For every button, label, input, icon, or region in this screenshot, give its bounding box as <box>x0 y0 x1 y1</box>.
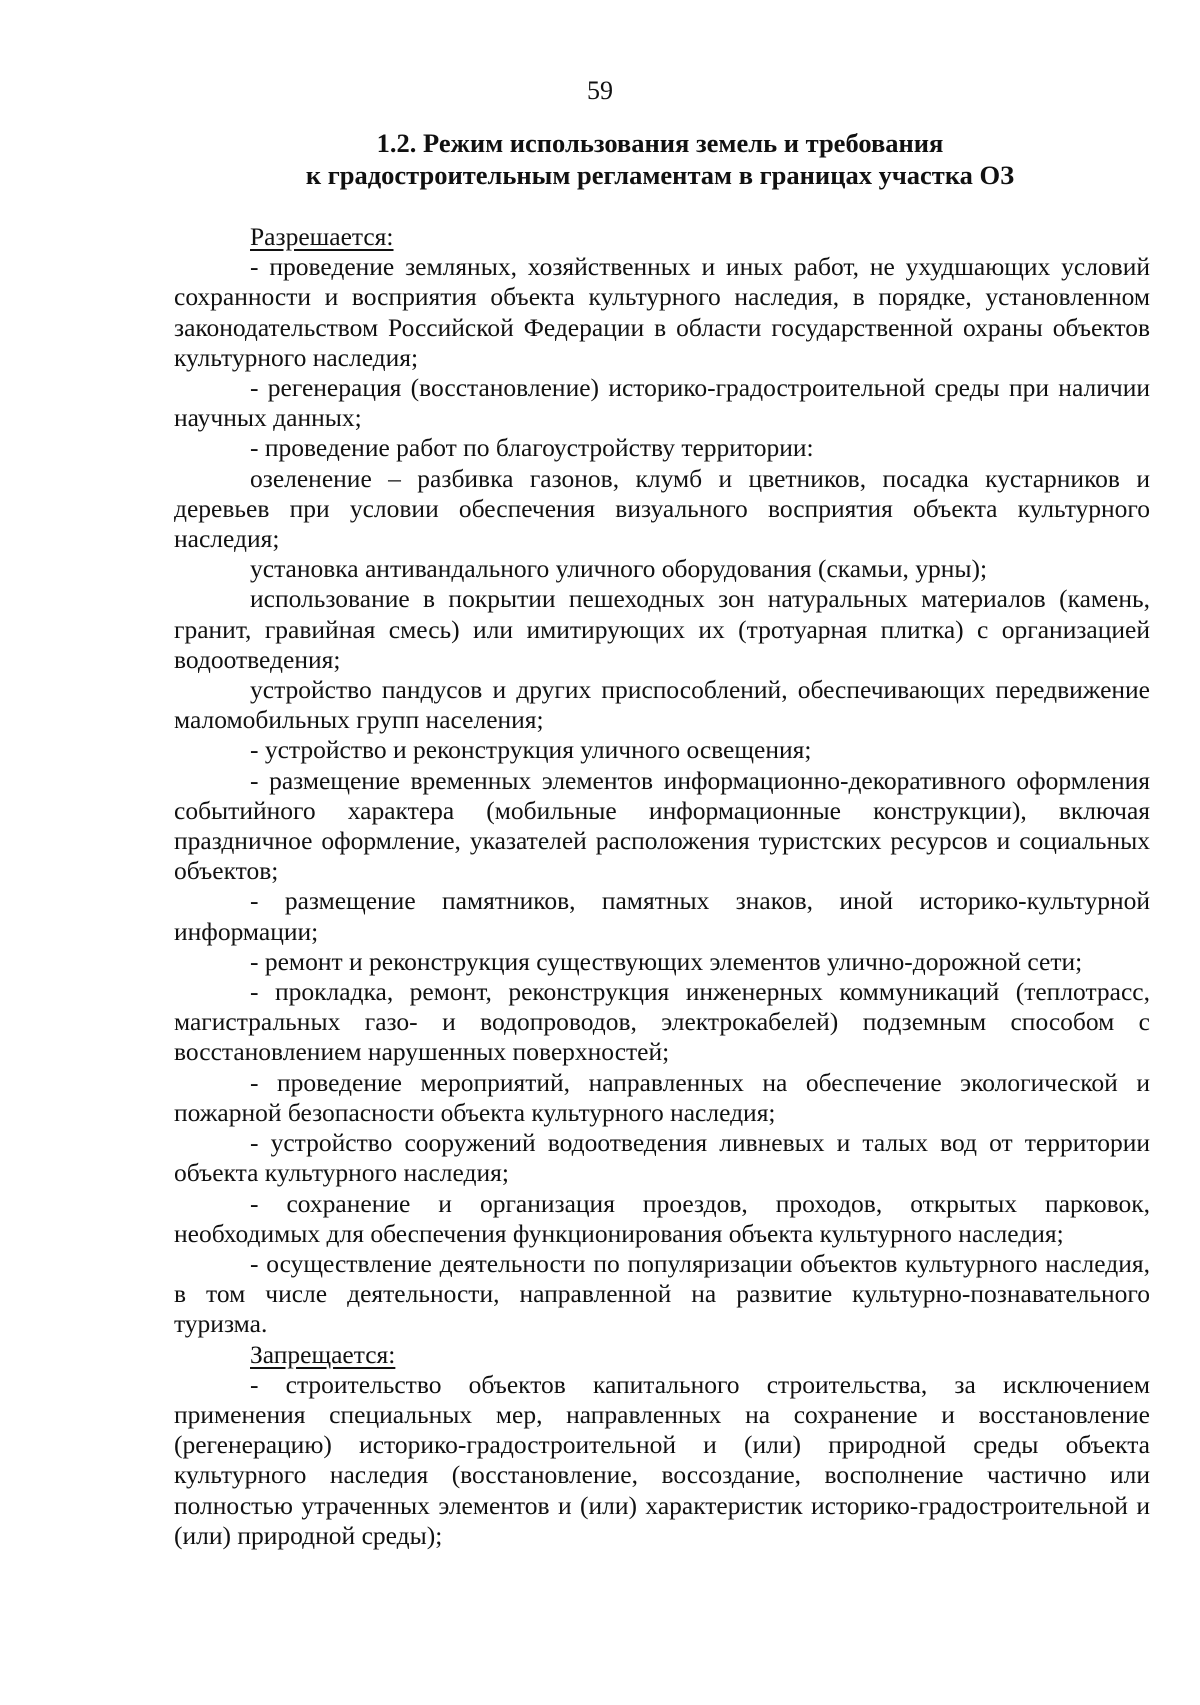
allowed-item: - размещение памятников, памятных знаков, иной историко-культурной информации; <box>174 886 1150 946</box>
allowed-item: - размещение временных элементов информационно-декоративного оформления событийного характера (мобильные информационные конструкции), включая праздничное оформление, указателей расположения туристских ресурсов и социальных объектов; <box>174 765 1150 886</box>
allowed-item: использование в покрытии пешеходных зон натуральных материалов (камень, гранит, гравийная смесь) или имитирующих их (тротуарная плитка) с организацией водоотведения; <box>174 584 1150 674</box>
allowed-item: - проведение мероприятий, направленных на обеспечение экологической и пожарной безопасности объекта культурного наследия; <box>174 1067 1150 1127</box>
allowed-item: - осуществление деятельности по популяризации объектов культурного наследия, в том числе деятельности, направленной на развитие культурно-познавательного туризма. <box>174 1248 1150 1339</box>
allowed-item: - ремонт и реконструкция существующих элементов улично-дорожной сети; <box>250 946 1083 976</box>
heading-line-1: 1.2. Режим использования земель и требования <box>376 128 944 158</box>
section-heading <box>150 128 1170 191</box>
allowed-item: - сохранение и организация проездов, проходов, открытых парковок, необходимых для обеспечения функционирования объекта культурного наследия; <box>174 1188 1150 1248</box>
allowed-item: устройство пандусов и других приспособлений, обеспечивающих передвижение маломобильных групп населения; <box>174 675 1150 735</box>
allowed-item: установка антивандального уличного оборудования (скамьи, урны); <box>250 554 988 584</box>
page-number: 59 <box>587 76 613 105</box>
allowed-item: - проведение земляных, хозяйственных и иных работ, не ухудшающих условий сохранности и восприятия объекта культурного наследия, в порядке, установленном законодательством Российской Федерации в области государственной охраны объектов культурного наследия; <box>174 252 1150 372</box>
heading-line-2: к градостроительным регламентам в границах участка ОЗ <box>305 159 1015 190</box>
allowed-label: Разрешается: <box>250 222 394 251</box>
prohibited-label: Запрещается: <box>250 1339 396 1369</box>
allowed-item: - устройство и реконструкция уличного освещения; <box>250 735 812 765</box>
prohibited-item: - строительство объектов капитального строительства, за исключением применения специальных мер, направленных на сохранение и восстановление (регенерацию) историко-градостроительной и (или) природной среды объекта культурного наследия (восстановление, воссоздание, восполнение частично или полностью утраченных элементов и (или) характеристик историко-градостроительной и (или) природной среды); <box>174 1369 1150 1550</box>
allowed-item: - прокладка, ремонт, реконструкция инженерных коммуникаций (теплотрасс, магистральных газо- и водопроводов, электрокабелей) подземным способом с восстановлением нарушенных поверхностей; <box>174 977 1150 1067</box>
allowed-item: - устройство сооружений водоотведения ливневых и талых вод от территории объекта культурного наследия; <box>174 1128 1150 1188</box>
allowed-item: - регенерация (восстановление) историко-градостроительной среды при наличии научных данных; <box>174 373 1150 433</box>
document-body <box>174 222 1150 1551</box>
allowed-item: озеленение – разбивка газонов, клумб и цветников, посадка кустарников и деревьев при условии обеспечения визуального восприятия объекта культурного наследия; <box>174 463 1150 554</box>
allowed-item: - проведение работ по благоустройству территории: <box>250 433 814 463</box>
